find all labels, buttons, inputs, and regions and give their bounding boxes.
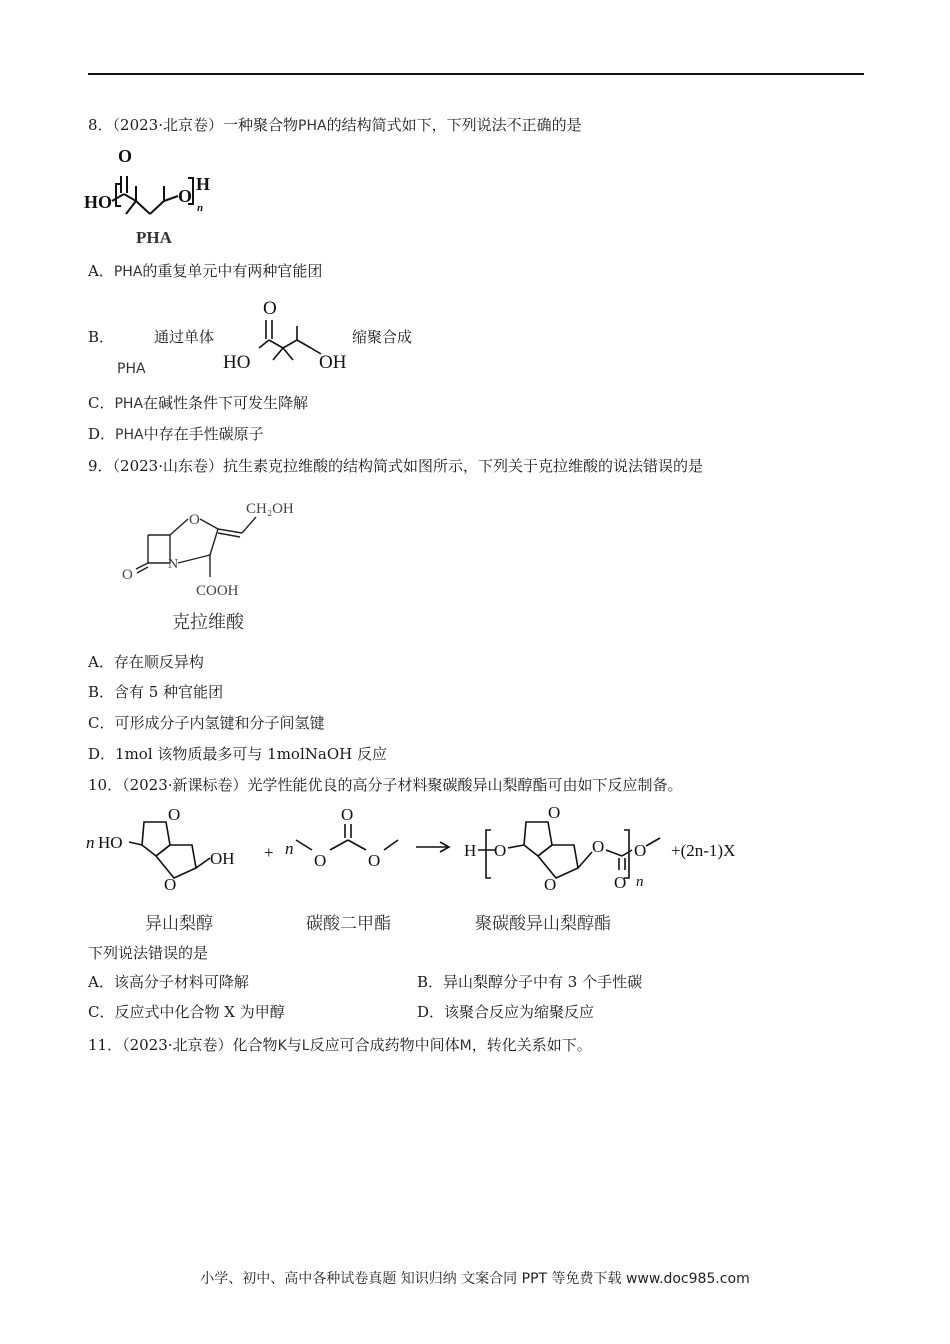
pha-caption: PHA [136,228,172,247]
q10-lead: 下列说法错误的是 [88,944,209,962]
q9-option-d: D．1mol 该物质最多可与 1molNaOH 反应 [88,745,387,763]
poly-h: H [464,841,477,860]
clavulanic-acid-structure [118,495,308,605]
q8-option-b-text1: 通过单体 [154,328,215,346]
reaction-scheme [86,800,766,894]
monomer-ho: HO [223,352,251,373]
q9-option-a: A．存在顺反异构 [88,653,204,671]
q10-option-a: A．该高分子材料可降解 [88,973,249,991]
byproduct: +(2n-1)X [671,841,736,860]
clav-ch2oh: CH₂OH [246,501,294,517]
monomer-structure [223,296,353,376]
q10-option-d: D．该聚合反应为缩聚反应 [417,1003,595,1021]
dmc-o-top: O [341,805,354,824]
plus-sign: + [264,843,274,862]
q10-option-b: B．异山梨醇分子中有 3 个手性碳 [417,973,643,991]
q8-option-d: D．PHA中存在手性碳原子 [88,425,264,443]
iso-oh: OH [210,849,235,868]
clav-o: O [122,567,133,583]
poly-o-top: O [548,803,561,822]
clav-caption: 克拉维酸 [172,612,244,633]
pha-n: n [197,202,204,214]
q9-option-c: C．可形成分子内氢键和分子间氢键 [88,714,325,732]
iso-n: n [86,833,95,852]
pha-ho: HO [84,192,113,212]
dmc-n: n [285,839,294,858]
q8-option-a: A．PHA的重复单元中有两种官能团 [88,262,323,280]
q11-stem: 11．（2023·北京卷）化合物K与L反应可合成药物中间体M，转化关系如下。 [88,1036,592,1054]
q8-option-c: C．PHA在碱性条件下可发生降解 [88,394,309,412]
q8-option-b-text2: 缩聚合成 [352,328,413,346]
clav-cooh: COOH [196,583,239,599]
iso-ho: HO [98,833,123,852]
q8-stem: 8．（2023·北京卷）一种聚合物PHA的结构简式如下，下列说法不正确的是 [88,116,582,134]
q8-option-b-pha: PHA [117,361,146,377]
pha-o-top: O [118,146,133,166]
q10-stem: 10．（2023·新课标卷）光学性能优良的高分子材料聚碳酸异山梨醇酯可由如下反应制备。 [88,776,683,794]
clav-n: N [168,557,179,572]
page-footer: 小学、初中、高中各种试卷真题 知识归纳 文案合同 PPT 等免费下载 www.doc985.com [200,1271,750,1287]
poly-o-carbonyl: O [614,873,627,892]
poly-o-left: O [494,841,507,860]
iso-o-top: O [168,805,181,824]
label-dmc: 碳酸二甲酯 [306,914,391,934]
label-polymer: 聚碳酸异山梨醇酯 [475,914,611,934]
pha-h: H [196,174,211,194]
label-isosorbide: 异山梨醇 [145,914,213,934]
dmc-o-right: O [368,851,381,870]
dmc-o-left: O [314,851,327,870]
q9-option-b: B．含有 5 种官能团 [88,683,224,701]
q10-option-c: C．反应式中化合物 X 为甲醇 [88,1003,285,1021]
header-rule [88,73,864,75]
pha-o-chain: O [178,186,193,206]
monomer-o: O [263,298,277,319]
monomer-oh: OH [319,352,347,373]
q9-stem: 9．（2023·山东卷）抗生素克拉维酸的结构简式如图所示，下列关于克拉维酸的说法错误的是 [88,457,704,475]
poly-o-ester: O [592,837,605,856]
iso-o-bottom: O [164,875,177,894]
poly-n: n [636,874,644,890]
poly-o-bottom: O [544,875,557,894]
clav-o-ring: O [189,512,200,528]
q8-option-b-key: B． [88,328,115,346]
poly-o-end: O [634,841,647,860]
